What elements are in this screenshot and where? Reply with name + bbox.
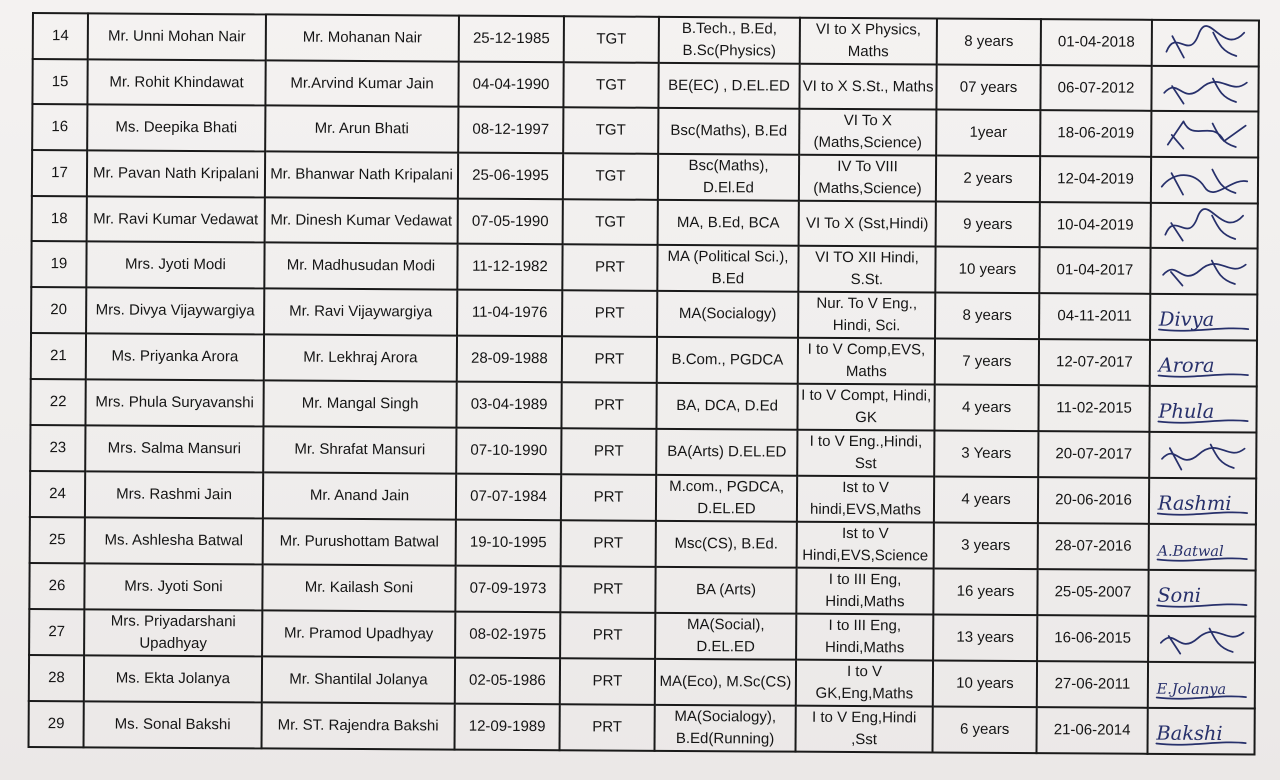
staff-table [28, 12, 1260, 755]
date-of-birth-cell: 07-05-1990 [458, 199, 563, 245]
post-cell: PRT [561, 520, 656, 567]
signature-stroke [1163, 264, 1246, 277]
signature [1152, 388, 1253, 431]
serial-number-cell: 14 [33, 13, 88, 59]
signature [1151, 710, 1252, 753]
serial-number-cell: 15 [32, 59, 87, 104]
date-of-birth-cell: 08-12-1997 [458, 107, 563, 154]
date-of-birth-cell: 08-02-1975 [455, 612, 560, 659]
signature-cell [1150, 340, 1257, 387]
signature-text: Rashmi [1157, 491, 1232, 516]
classes-taught-cell: VI To X (Sst,Hindi) [799, 201, 936, 247]
qualification-cell: B.Com., PGDCA [657, 337, 798, 384]
classes-taught-cell: Ist to V Hindi,EVS,Science [797, 522, 934, 569]
qualification-cell: BA, DCA, D.Ed [656, 383, 797, 430]
teacher-name-cell: Mrs. Jyoti Soni [84, 563, 262, 610]
qualification-cell: MA (Political Sci.), B.Ed [657, 245, 798, 292]
teacher-name-cell: Mr. Unni Mohan Nair [88, 13, 266, 60]
table-row [31, 241, 1257, 294]
date-of-birth-cell: 11-04-1976 [457, 290, 562, 337]
experience-cell: 16 years [933, 569, 1037, 616]
date-of-birth-cell: 25-06-1995 [458, 153, 563, 200]
signature-cell [1149, 478, 1256, 525]
father-name-cell: Mr. Dinesh Kumar Vedawat [265, 197, 458, 243]
classes-taught-cell: VI to X S.St., Maths [799, 64, 936, 110]
classes-taught-cell: VI to X Physics, Maths [800, 18, 937, 65]
classes-taught-cell: I to V Comp,EVS, Maths [798, 338, 935, 385]
signature-stroke [1168, 121, 1246, 145]
experience-cell: 2 years [936, 156, 1040, 203]
date-of-joining-cell: 04-11-2011 [1039, 293, 1150, 340]
date-of-joining-cell: 01-04-2017 [1039, 247, 1150, 294]
signature [1153, 342, 1254, 385]
signature [1154, 159, 1255, 202]
classes-taught-cell: IV To VIII (Maths,Science) [799, 155, 936, 202]
qualification-cell: MA(Social), D.EL.ED [655, 613, 796, 660]
signature [1153, 296, 1254, 339]
post-cell: PRT [560, 704, 655, 751]
table-row [33, 13, 1259, 66]
serial-number-cell: 16 [32, 104, 87, 150]
post-cell: TGT [563, 199, 658, 245]
teacher-name-cell: Mr. Pavan Nath Kripalani [87, 150, 265, 197]
date-of-joining-cell: 01-04-2018 [1041, 19, 1152, 66]
father-name-cell: Mr. Shantilal Jolanya [262, 656, 455, 703]
signature-text: Arora [1158, 353, 1215, 377]
classes-taught-cell: I to V Eng.,Hindi, Sst [797, 430, 934, 477]
signature-cell [1150, 294, 1257, 341]
date-of-birth-cell: 03-04-1989 [456, 382, 561, 429]
qualification-cell: BA(Arts) D.EL.ED [656, 429, 797, 476]
signature-cell [1148, 570, 1255, 617]
father-name-cell: Mr. Anand Jain [263, 472, 456, 519]
date-of-birth-cell: 07-07-1984 [456, 474, 561, 521]
signature-stroke [1172, 32, 1236, 58]
post-cell: PRT [561, 382, 656, 429]
signature-text: Bakshi [1156, 721, 1223, 746]
serial-number-cell: 23 [30, 425, 85, 471]
experience-cell: 4 years [934, 385, 1038, 432]
post-cell: PRT [562, 336, 657, 383]
post-cell: PRT [562, 290, 657, 337]
experience-cell: 13 years [933, 615, 1037, 662]
signature-stroke [1171, 215, 1235, 241]
post-cell: PRT [561, 474, 656, 521]
father-name-cell: Mr. Purushottam Batwal [263, 518, 456, 565]
signature [1154, 204, 1255, 247]
table-row [30, 425, 1256, 478]
serial-number-cell: 24 [30, 471, 85, 517]
experience-cell: 3 Years [934, 431, 1038, 478]
serial-number-cell: 17 [32, 150, 87, 196]
teacher-name-cell: Ms. Ekta Jolanya [84, 655, 262, 702]
teacher-name-cell: Mrs. Jyoti Modi [86, 241, 264, 288]
classes-taught-cell: Ist to V hindi,EVS,Maths [797, 476, 934, 523]
signature-cell [1151, 203, 1258, 249]
post-cell: PRT [560, 612, 655, 659]
date-of-birth-cell: 28-09-1988 [457, 336, 562, 383]
signature-cell [1147, 708, 1254, 755]
signature [1154, 67, 1255, 110]
signature-text: Soni [1157, 583, 1202, 607]
serial-number-cell: 29 [29, 701, 84, 747]
father-name-cell: Mr. Mohanan Nair [266, 14, 459, 61]
signature-cell [1149, 386, 1256, 433]
table-row [32, 196, 1258, 248]
table-row [29, 609, 1255, 662]
table-row [30, 471, 1256, 524]
signature-text: Divya [1158, 307, 1215, 331]
signature-cell [1151, 157, 1258, 204]
post-cell: PRT [560, 658, 655, 705]
experience-cell: 8 years [937, 19, 1041, 66]
signature [1152, 434, 1253, 477]
signature-cell [1148, 662, 1255, 709]
father-name-cell: Mr. ST. Rajendra Bakshi [262, 702, 455, 749]
post-cell: TGT [563, 62, 658, 108]
father-name-cell: Mr. Shrafat Mansuri [263, 426, 456, 473]
classes-taught-cell: I to V Eng,Hindi ,Sst [795, 706, 932, 753]
teacher-name-cell: Mrs. Phula Suryavanshi [85, 379, 263, 426]
date-of-joining-cell: 28-07-2016 [1038, 523, 1149, 570]
signature-cell [1148, 616, 1255, 663]
signature [1152, 480, 1253, 523]
post-cell: TGT [564, 16, 659, 63]
date-of-joining-cell: 12-07-2017 [1039, 339, 1150, 386]
date-of-birth-cell: 02-05-1986 [455, 658, 560, 705]
signature [1153, 250, 1254, 293]
date-of-birth-cell: 25-12-1985 [459, 16, 564, 63]
signature-cell [1152, 20, 1259, 67]
date-of-birth-cell: 19-10-1995 [456, 520, 561, 567]
date-of-joining-cell: 10-04-2019 [1040, 202, 1151, 248]
date-of-joining-cell: 06-07-2012 [1040, 65, 1151, 111]
table-row [30, 517, 1256, 570]
serial-number-cell: 25 [30, 517, 85, 563]
experience-cell: 10 years [933, 661, 1037, 708]
teacher-name-cell: Ms. Deepika Bhati [87, 104, 265, 151]
date-of-birth-cell: 12-09-1989 [455, 704, 560, 751]
date-of-joining-cell: 25-05-2007 [1037, 569, 1148, 616]
table-row [32, 150, 1258, 203]
qualification-cell: MA(Socialogy), B.Ed(Running) [654, 705, 795, 752]
signature-text: Phula [1158, 399, 1215, 423]
signature-cell [1151, 111, 1258, 158]
date-of-joining-cell: 20-06-2016 [1038, 477, 1149, 524]
signature [1155, 22, 1256, 65]
qualification-cell: BE(EC) , D.EL.ED [658, 63, 799, 109]
teacher-name-cell: Mrs. Divya Vijaywargiya [86, 287, 264, 334]
experience-cell: 7 years [935, 339, 1039, 386]
signature [1151, 618, 1252, 661]
serial-number-cell: 18 [32, 196, 87, 241]
table-row [31, 287, 1257, 340]
classes-taught-cell: I to III Eng, Hindi,Maths [796, 568, 933, 615]
father-name-cell: Mr. Bhanwar Nath Kripalani [265, 151, 458, 198]
table-row [29, 563, 1255, 616]
date-of-joining-cell: 27-06-2011 [1037, 661, 1148, 708]
date-of-joining-cell: 20-07-2017 [1038, 431, 1149, 478]
qualification-cell: MA(Eco), M.Sc(CS) [655, 659, 796, 706]
signature [1152, 526, 1253, 569]
signature [1154, 113, 1255, 156]
teacher-name-cell: Mr. Ravi Kumar Vedawat [87, 196, 265, 242]
signature-cell [1151, 66, 1258, 112]
qualification-cell: MA, B.Ed, BCA [658, 200, 799, 246]
signature-cell [1149, 432, 1256, 479]
father-name-cell: Mr. Pramod Upadhyay [262, 610, 455, 657]
teacher-name-cell: Ms. Priyanka Arora [86, 333, 264, 380]
serial-number-cell: 22 [30, 379, 85, 425]
date-of-birth-cell: 11-12-1982 [457, 244, 562, 291]
date-of-joining-cell: 21-06-2014 [1036, 707, 1147, 754]
post-cell: PRT [562, 244, 657, 291]
teacher-name-cell: Ms. Sonal Bakshi [84, 701, 262, 748]
father-name-cell: Mr. Ravi Vijaywargiya [264, 288, 457, 335]
table-row [29, 701, 1255, 754]
signature-stroke [1172, 123, 1236, 149]
experience-cell: 10 years [935, 247, 1039, 294]
qualification-cell: M.com., PGDCA, D.EL.ED [656, 475, 797, 522]
experience-cell: 07 years [936, 65, 1040, 111]
date-of-joining-cell: 18-06-2019 [1040, 110, 1151, 157]
father-name-cell: Mr. Lekhraj Arora [264, 334, 457, 381]
qualification-cell: Bsc(Maths), D.El.Ed [658, 154, 799, 201]
serial-number-cell: 19 [31, 241, 86, 287]
signature [1151, 572, 1252, 615]
serial-number-cell: 21 [31, 333, 86, 379]
serial-number-cell: 26 [29, 563, 84, 609]
post-cell: TGT [563, 107, 658, 154]
experience-cell: 1year [936, 110, 1040, 157]
classes-taught-cell: I to III Eng, Hindi,Maths [796, 614, 933, 661]
father-name-cell: Mr.Arvind Kumar Jain [265, 60, 458, 106]
signature-stroke [1171, 169, 1235, 195]
table-row [32, 104, 1258, 157]
father-name-cell: Mr. Madhusudan Modi [264, 242, 457, 289]
experience-cell: 4 years [934, 477, 1038, 524]
teacher-name-cell: Mr. Rohit Khindawat [87, 59, 265, 105]
qualification-cell: B.Tech., B.Ed, B.Sc(Physics) [659, 17, 800, 64]
experience-cell: 8 years [935, 293, 1039, 340]
table-row [30, 379, 1256, 432]
date-of-birth-cell: 07-09-1973 [455, 566, 560, 613]
father-name-cell: Mr. Arun Bhati [265, 105, 458, 152]
qualification-cell: MA(Socialogy) [657, 291, 798, 338]
classes-taught-cell: VI TO XII Hindi, S.St. [798, 246, 935, 293]
signature-text: A.Batwal [1157, 542, 1224, 561]
teacher-name-cell: Mrs. Priyadarshani Upadhyay [84, 609, 262, 656]
classes-taught-cell: I to V Compt, Hindi, GK [797, 384, 934, 431]
date-of-birth-cell: 07-10-1990 [456, 428, 561, 475]
post-cell: PRT [560, 566, 655, 613]
experience-cell: 3 years [934, 523, 1038, 570]
post-cell: TGT [563, 153, 658, 200]
signature-cell [1150, 248, 1257, 295]
qualification-cell: Bsc(Maths), B.Ed [658, 108, 799, 155]
date-of-joining-cell: 16-06-2015 [1037, 615, 1148, 662]
qualification-cell: Msc(CS), B.Ed. [656, 521, 797, 568]
father-name-cell: Mr. Kailash Soni [262, 564, 455, 611]
teacher-name-cell: Mrs. Rashmi Jain [85, 471, 263, 518]
table-row [29, 655, 1255, 708]
serial-number-cell: 28 [29, 655, 84, 701]
post-cell: PRT [561, 428, 656, 475]
date-of-joining-cell: 12-04-2019 [1040, 156, 1151, 203]
classes-taught-cell: Nur. To V Eng., Hindi, Sci. [798, 292, 935, 339]
signature-cell [1149, 524, 1256, 571]
serial-number-cell: 20 [31, 287, 86, 333]
qualification-cell: BA (Arts) [655, 567, 796, 614]
signature [1151, 664, 1252, 707]
table-row [32, 59, 1258, 111]
date-of-birth-cell: 04-04-1990 [458, 62, 563, 108]
signature-text: E.Jolanya [1156, 680, 1227, 699]
date-of-joining-cell: 11-02-2015 [1038, 385, 1149, 432]
teacher-name-cell: Mrs. Salma Mansuri [85, 425, 263, 472]
teacher-name-cell: Ms. Ashlesha Batwal [85, 517, 263, 564]
experience-cell: 6 years [932, 707, 1036, 754]
table-row [31, 333, 1257, 386]
father-name-cell: Mr. Mangal Singh [263, 380, 456, 427]
classes-taught-cell: I to V GK,Eng,Maths [796, 660, 933, 707]
serial-number-cell: 27 [29, 609, 84, 655]
classes-taught-cell: VI To X (Maths,Science) [799, 109, 936, 156]
experience-cell: 9 years [936, 202, 1040, 248]
